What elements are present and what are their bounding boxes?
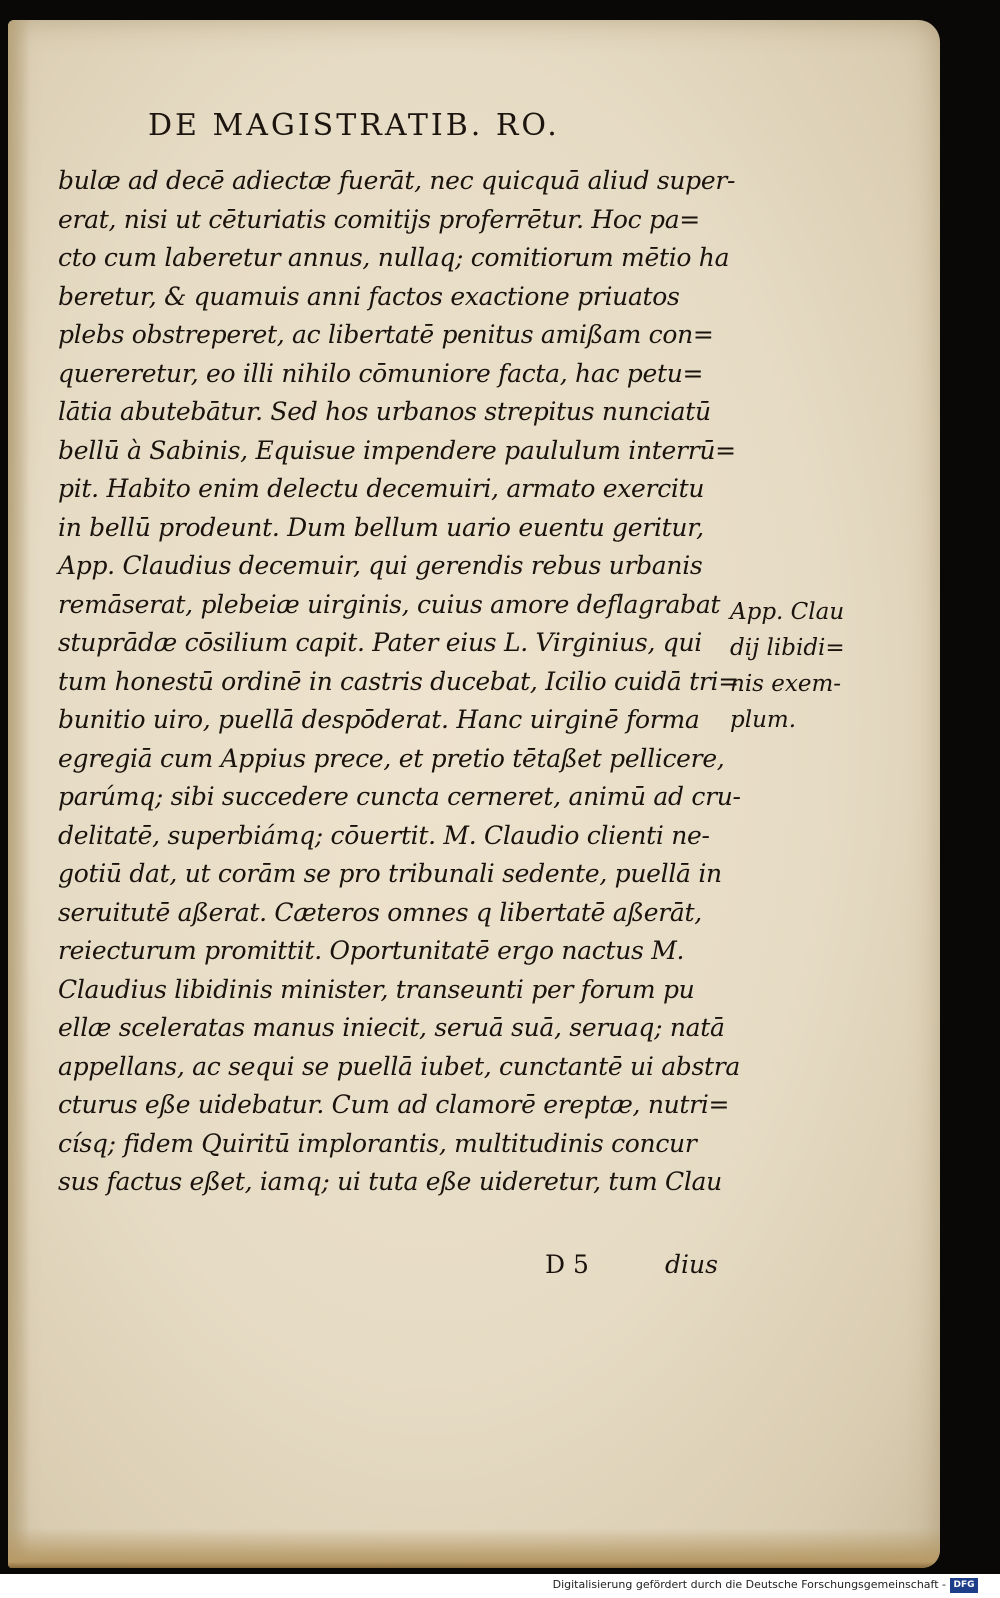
text-line: sus factus eßet, iamq; ui tuta eße uideretur, tum Clau [58, 1167, 722, 1196]
margin-note-line: dij libidi= [730, 635, 845, 661]
page-gutter-edge [8, 20, 30, 1568]
page-bottom-edge [8, 1528, 940, 1568]
text-line: tum honestū ordinē in castris ducebat, Icilio cuidā tri= [58, 666, 739, 696]
catchword: dius [665, 1250, 718, 1279]
text-line: remāserat, plebeiæ uirginis, cuius amore deflagrabat [58, 589, 721, 619]
running-head: DE MAGISTRATIB. RO. [148, 108, 560, 143]
footer-credit: Digitalisierung gefördert durch die Deutsche Forschungsgemeinschaft - [552, 1578, 946, 1591]
margin-note-line: plum. [730, 707, 797, 733]
body-text [58, 162, 741, 1202]
text-line: appellans, ac sequi se puellā iubet, cunctantē ui abstra [58, 1051, 741, 1081]
text-line: delitatē, superbiámq; cōuertit. M. Claudio clienti ne- [58, 820, 710, 850]
text-line: stuprādæ cōsilium capit. Pater eius L. Virginius, qui [58, 628, 702, 657]
text-line: seruitutē aßerat. Cæteros omnes q libertatē aßerāt, [58, 897, 702, 927]
text-line: quereretur, eo illi nihilo cōmuniore facta, hac petu= [58, 358, 704, 388]
text-line: beretur, & quamuis anni factos exactione priuatos [58, 281, 680, 311]
text-line: cturus eße uidebatur. Cum ad clamorē ereptæ, nutri= [58, 1090, 730, 1119]
text-line: bulæ ad decē adiectæ fuerāt, nec quicquā aliud super- [58, 166, 736, 195]
text-line: gotiū dat, ut corām se pro tribunali sedente, puellā in [58, 859, 722, 888]
text-line: parúmq; sibi succedere cuncta cerneret, animū ad cru- [58, 782, 741, 811]
footer-strip [0, 1574, 1000, 1598]
text-line: plebs obstreperet, ac libertatē penitus amißam con= [58, 320, 714, 349]
dfg-logo: DFG [950, 1578, 978, 1593]
text-line: lātia abutebātur. Sed hos urbanos strepitus nunciatū [58, 397, 711, 426]
text-line: reiecturum promittit. Oportunitatē ergo nactus M. [58, 936, 685, 965]
signature-mark: D 5 [545, 1250, 589, 1279]
text-line: erat, nisi ut cēturiatis comitijs proferrētur. Hoc pa= [58, 204, 700, 234]
text-line: pit. Habito enim delectu decemuiri, armato exercitu [58, 474, 705, 503]
margin-note [730, 594, 870, 738]
text-line: egregiā cum Appius prece, et pretio tētaßet pellicere, [58, 743, 725, 773]
text-line: bunitio uiro, puellā despōderat. Hanc uirginē forma [58, 705, 700, 734]
text-line: bellū à Sabinis, Equisue impendere paululum interrū= [58, 435, 736, 465]
margin-note-line: nis exem- [730, 671, 842, 697]
text-line: Claudius libidinis minister, transeunti per forum pu [58, 974, 695, 1004]
text-line: in bellū prodeunt. Dum bellum uario euentu geritur, [58, 512, 704, 542]
text-line: císq; fidem Quiritū implorantis, multitudinis concur [58, 1128, 697, 1158]
text-line: App. Claudius decemuir, qui gerendis rebus urbanis [58, 551, 703, 580]
margin-note-line: App. Clau [730, 599, 845, 625]
text-line: ellæ sceleratas manus iniecit, seruā suā, seruaq; natā [58, 1013, 725, 1042]
text-line: cto cum laberetur annus, nullaq; comitiorum mētio ha [58, 243, 730, 272]
